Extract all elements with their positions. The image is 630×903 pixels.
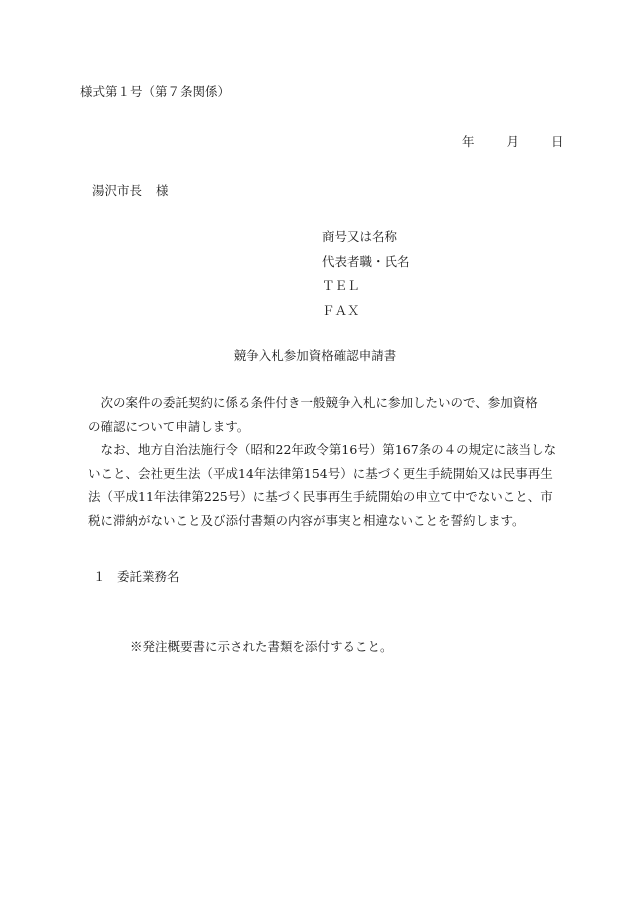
- body-line: いこと、会社更生法（平成14年法律第154号）に基づく更生手続開始又は民事再生: [88, 465, 553, 481]
- document-title: 競争入札参加資格確認申請書: [233, 348, 397, 363]
- date-month-label: 月: [506, 134, 520, 149]
- attachment-note: ※発注概要書に示された書類を添付すること。: [130, 639, 393, 654]
- applicant-field-company-name: 商号又は名称: [322, 229, 398, 244]
- date-day-label: 日: [551, 134, 564, 149]
- section-number: １: [93, 569, 106, 584]
- addressee-honorific: 様: [156, 183, 169, 198]
- section-commissioned-work: [93, 567, 180, 585]
- body-text: [88, 391, 558, 532]
- section-label: 委託業務名: [117, 569, 180, 584]
- applicant-field-fax: ＦＡＸ: [322, 302, 360, 318]
- addressee: [92, 181, 169, 199]
- date-line: [462, 132, 564, 150]
- applicant-field-tel: ＴＥＬ: [322, 278, 360, 293]
- body-line: 法（平成11年法律第225号）に基づく民事再生手続開始の申立て中でないこと、市: [88, 489, 553, 504]
- applicant-field-representative: 代表者職・氏名: [322, 253, 410, 269]
- body-line: の確認について申請します。: [88, 418, 250, 434]
- body-line: なお、地方自治法施行令（昭和22年政令第16号）第167条の４の規定に該当しな: [88, 442, 557, 457]
- body-line: 次の案件の委託契約に係る条件付き一般競争入札に参加したいので、参加資格: [88, 395, 538, 410]
- form-number: 様式第１号（第７条関係）: [80, 84, 231, 99]
- body-line: 税に滞納がないこと及び添付書類の内容が事実と相違ないことを誓約します。: [88, 512, 525, 528]
- date-year-label: 年: [462, 134, 475, 149]
- applicant-block: [322, 228, 410, 326]
- addressee-name: 湯沢市長: [92, 183, 143, 198]
